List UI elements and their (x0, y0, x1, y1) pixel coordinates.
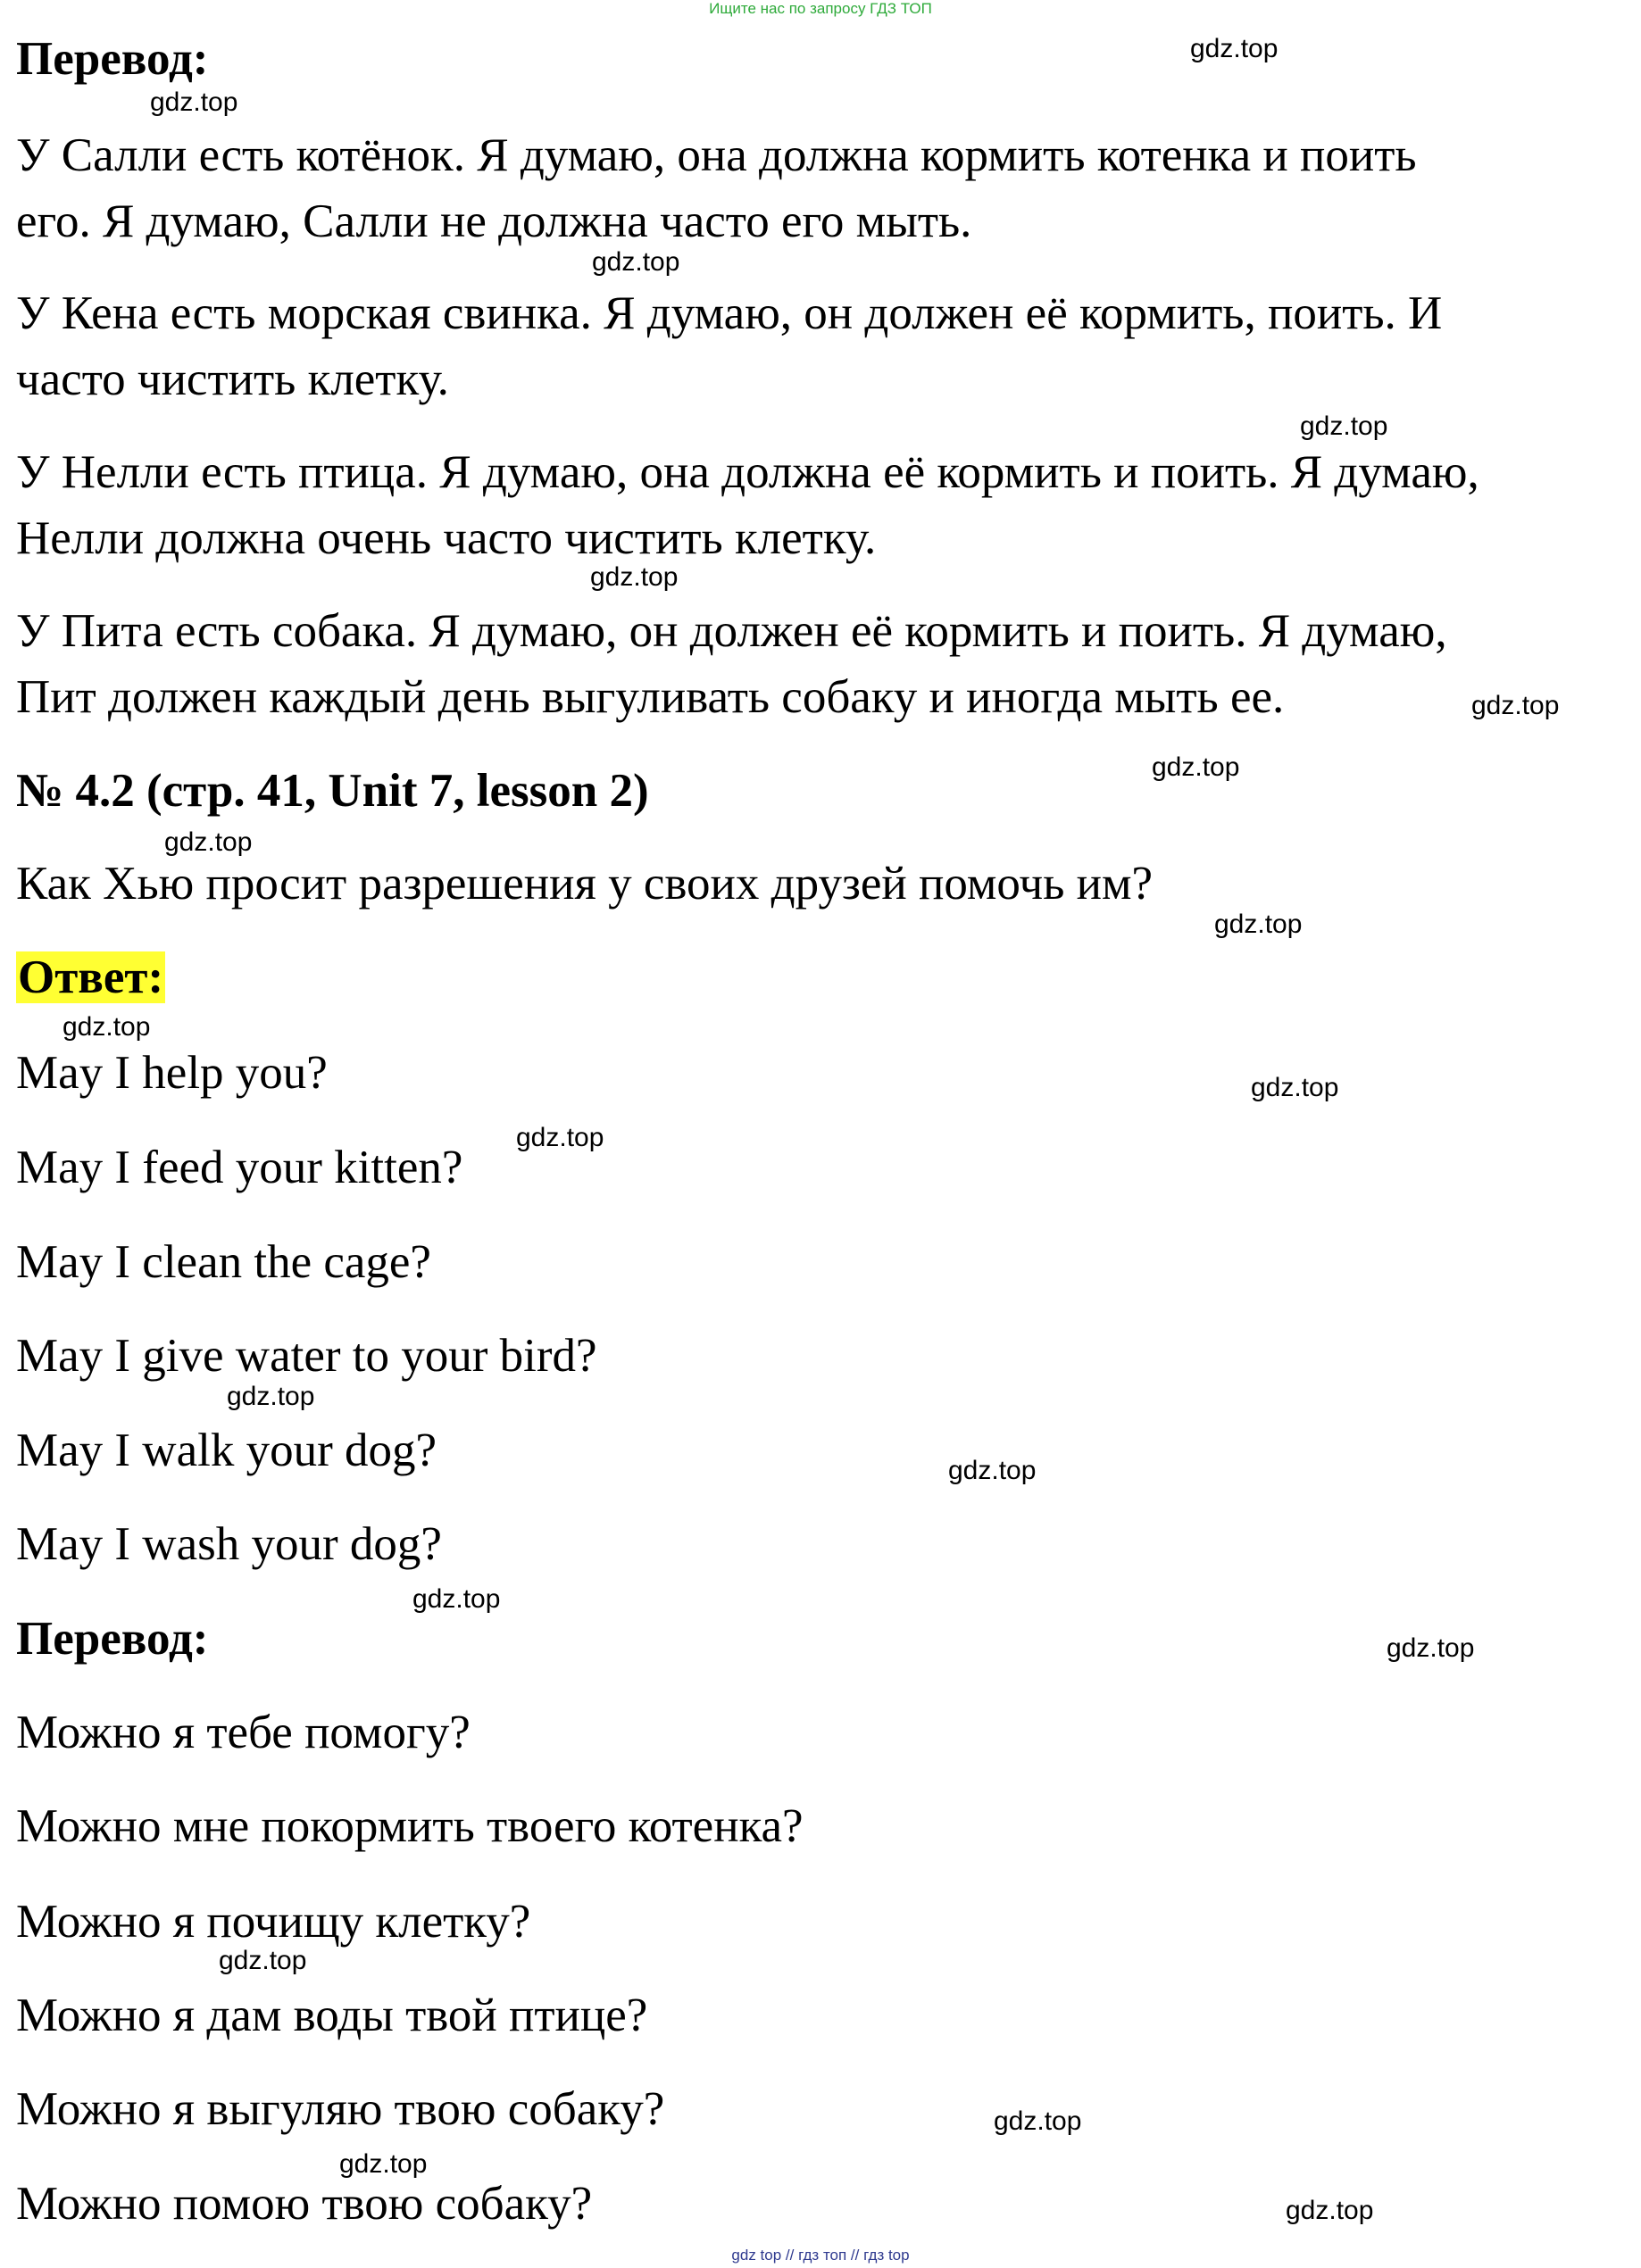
section1-line: Пит должен каждый день выгуливать собаку и иногда мыть ее. (16, 671, 1285, 723)
section1-line: Нелли должна очень часто чистить клетку. (16, 512, 877, 564)
answer-label (16, 951, 165, 1003)
answer-line: May I help you? (16, 1047, 328, 1099)
section1-line: У Кена есть морская свинка. Я думаю, он должен её кормить, поить. И (16, 287, 1443, 339)
watermark: gdz.top (1214, 910, 1303, 939)
answer-line: May I feed your kitten? (16, 1142, 463, 1193)
answer-line: May I give water to your bird? (16, 1330, 597, 1382)
answer-label-text: Ответ: (18, 951, 164, 1003)
footer: gdz top // гдз топ // гдз top (731, 2247, 910, 2264)
watermark: gdz.top (948, 1456, 1037, 1485)
watermark: gdz.top (994, 2106, 1082, 2136)
answer-line: May I walk your dog? (16, 1425, 437, 1476)
watermark: gdz.top (1152, 752, 1240, 782)
watermark: gdz.top (516, 1123, 604, 1152)
watermark: gdz.top (590, 562, 679, 592)
answer-line: May I wash your dog? (16, 1518, 442, 1570)
translation-line: Можно я выгуляю твою собаку? (16, 2083, 665, 2135)
section1-line: часто чистить клетку. (16, 353, 449, 405)
translation-line: Можно я дам воды твой птице? (16, 1990, 648, 2041)
translation-line: Можно я почищу клетку? (16, 1896, 531, 1948)
watermark: gdz.top (1387, 1633, 1475, 1663)
watermark: gdz.top (1251, 1073, 1339, 1102)
translation-line: Можно помою твою собаку? (16, 2178, 593, 2230)
watermark: gdz.top (62, 1012, 151, 1042)
translation-heading: Перевод: (16, 1613, 209, 1665)
top-banner: Ищите нас по запросу ГДЗ ТОП (709, 0, 932, 17)
section1-line: У Салли есть котёнок. Я думаю, она должна кормить котенка и поить (16, 129, 1417, 181)
watermark: gdz.top (412, 1584, 501, 1614)
watermark: gdz.top (1471, 691, 1560, 720)
section1-line: У Нелли есть птица. Я думаю, она должна её кормить и поить. Я думаю, (16, 446, 1479, 498)
watermark: gdz.top (219, 1946, 307, 1975)
watermark: gdz.top (1190, 34, 1279, 63)
watermark: gdz.top (164, 827, 253, 857)
translation-line: Можно мне покормить твоего котенка? (16, 1800, 804, 1852)
watermark: gdz.top (1286, 2196, 1374, 2225)
section1-heading: Перевод: (16, 33, 209, 85)
watermark: gdz.top (227, 1382, 315, 1411)
watermark: gdz.top (150, 87, 238, 117)
translation-line: Можно я тебе помогу? (16, 1707, 471, 1758)
section1-line: его. Я думаю, Салли не должна часто его мыть. (16, 195, 972, 247)
answer-line: May I clean the cage? (16, 1236, 431, 1288)
watermark: gdz.top (592, 247, 680, 277)
exercise-title: № 4.2 (стр. 41, Unit 7, lesson 2) (16, 765, 649, 817)
watermark: gdz.top (339, 2149, 428, 2179)
section1-line: У Пита есть собака. Я думаю, он должен её кормить и поить. Я думаю, (16, 605, 1447, 657)
exercise-question: Как Хью просит разрешения у своих друзей помочь им? (16, 858, 1154, 910)
watermark: gdz.top (1300, 411, 1388, 441)
